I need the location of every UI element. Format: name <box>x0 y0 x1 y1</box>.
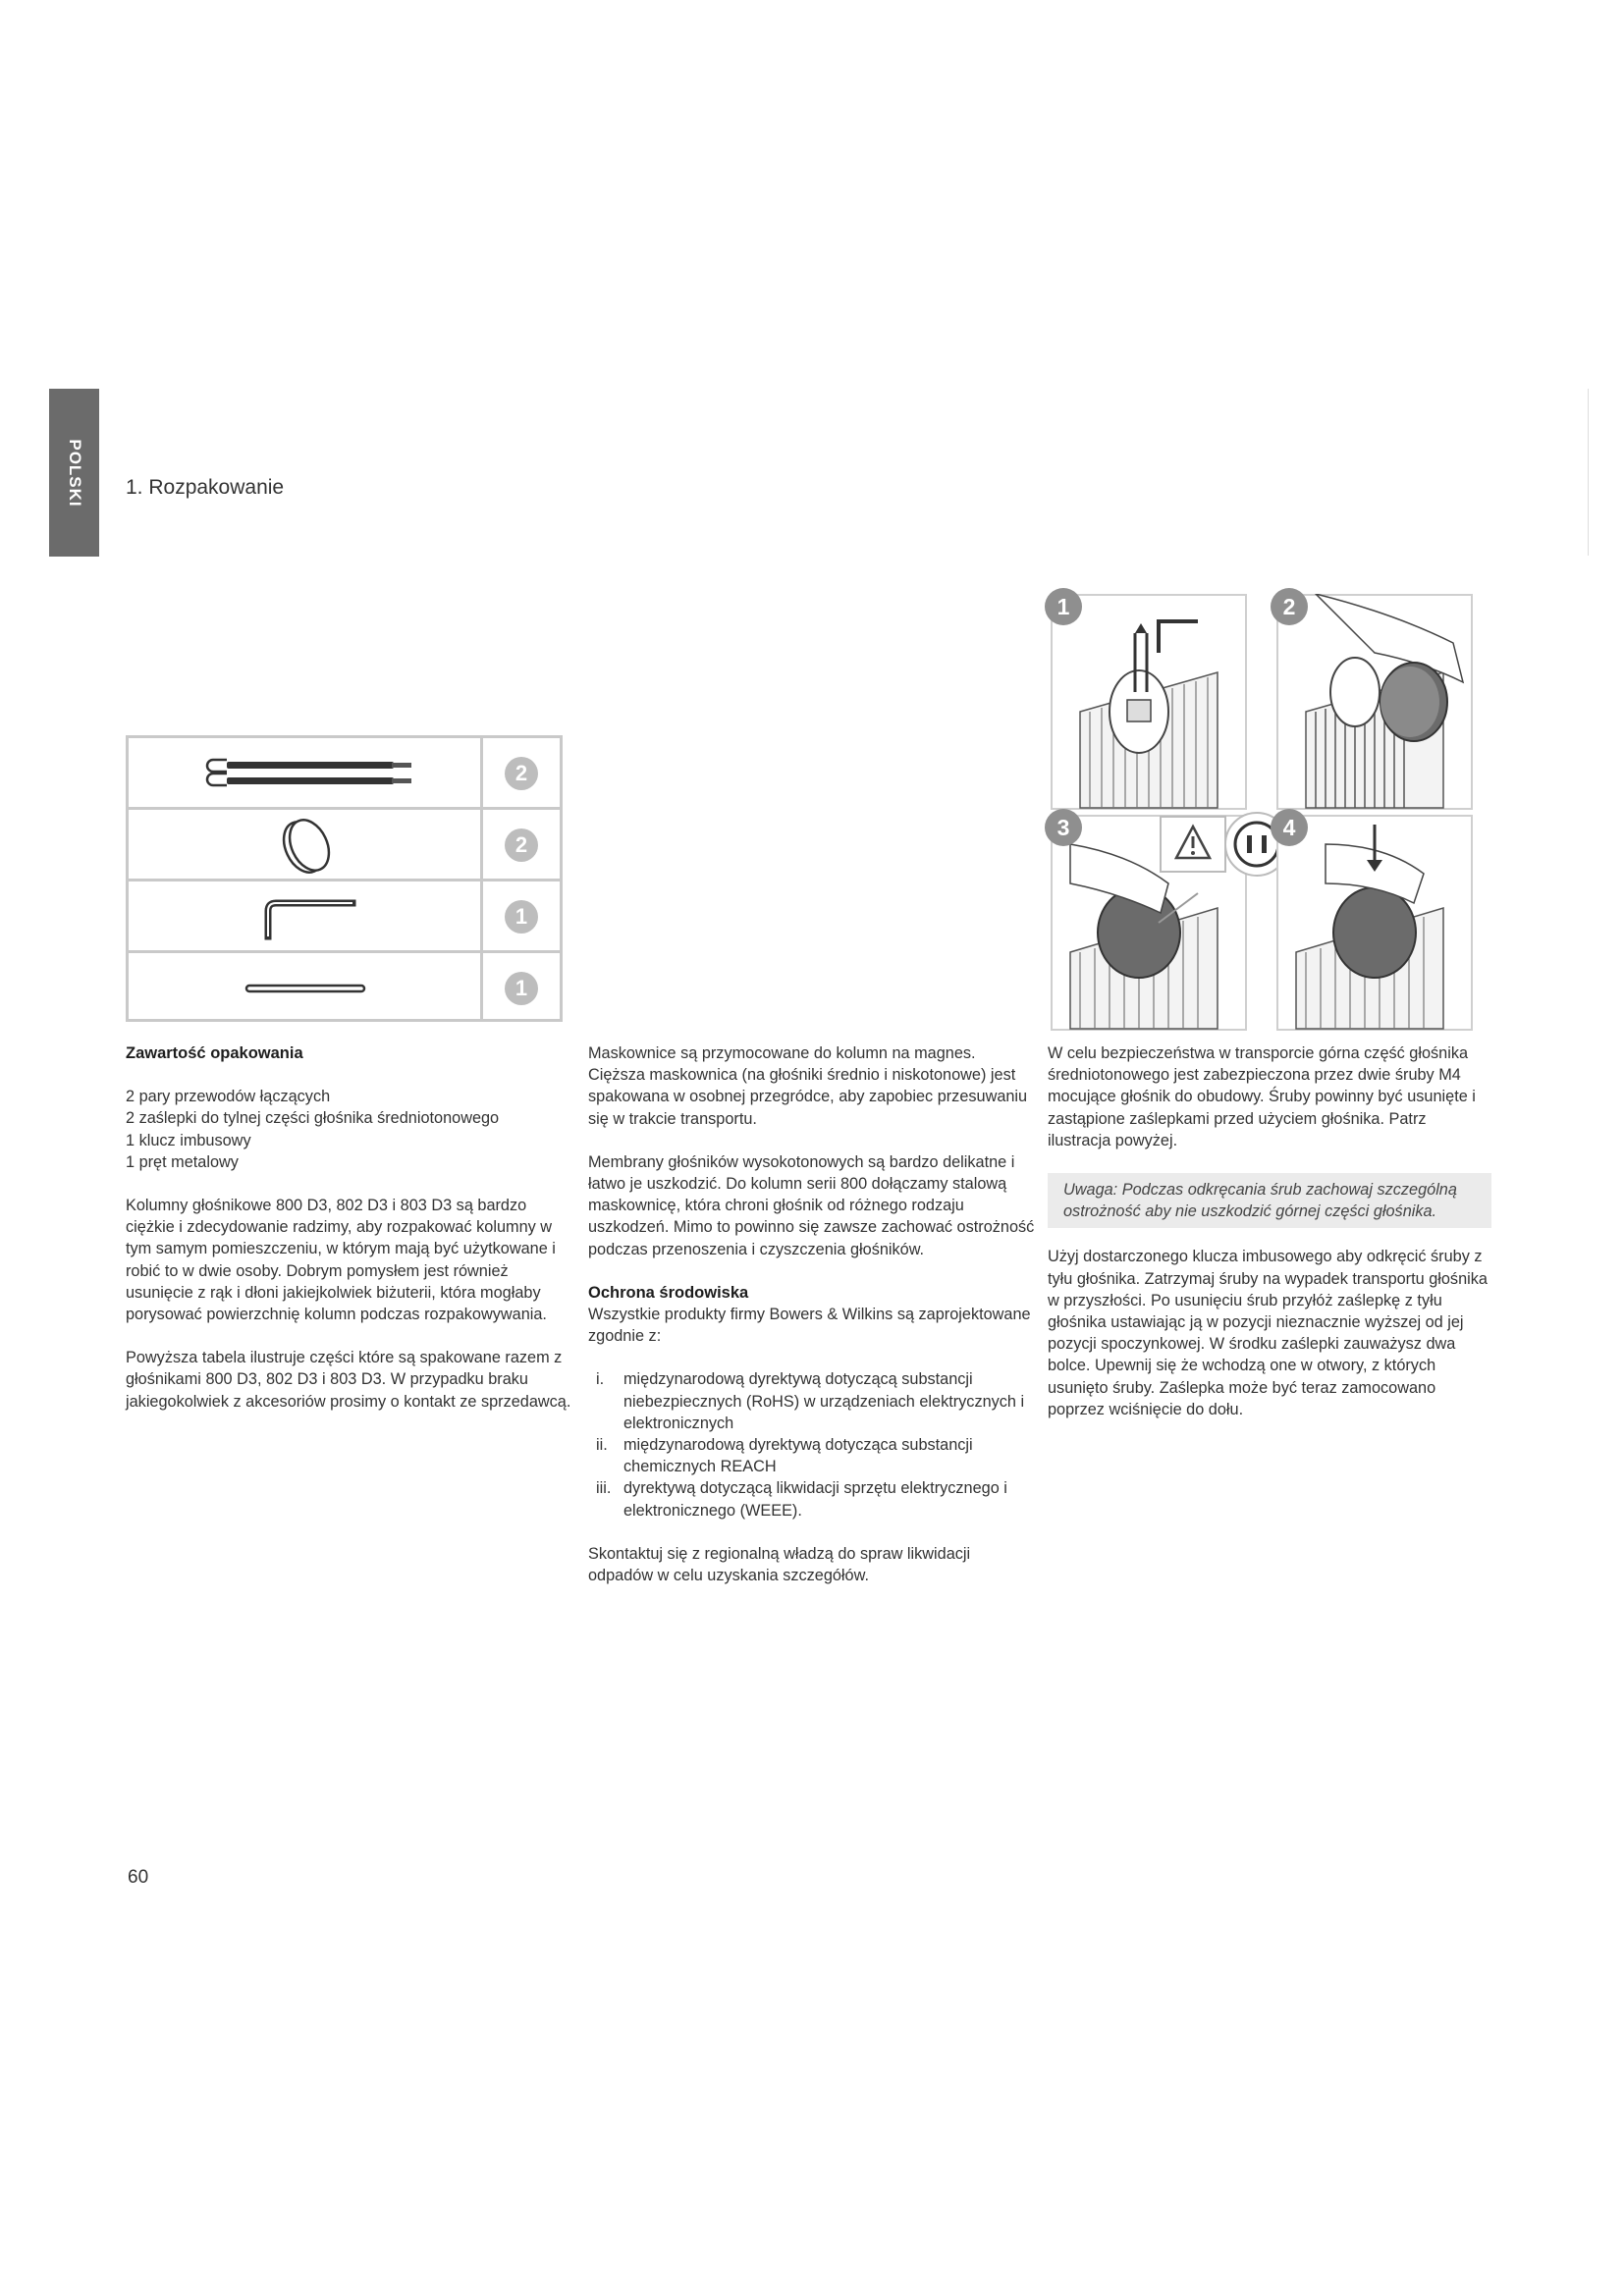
step-illustration <box>1051 815 1247 1031</box>
quantity-cell <box>483 738 560 809</box>
step-number: 3 <box>1045 809 1082 846</box>
blanking-plug-icon <box>129 810 480 881</box>
language-tab <box>49 389 99 557</box>
body-paragraph: Wszystkie produkty firmy Bowers & Wilkins są zaprojektowane zgodnie z: <box>588 1306 1031 1346</box>
quantity-badge: 2 <box>505 828 538 862</box>
body-paragraph: Użyj dostarczonego klucza imbusowego aby odkręcić śruby z tyłu głośnika. Zatrzymaj śruby na wypadek transportu głośnika w przyszłości. Po usunięciu śrub przyłóż zaślepkę z tyłu głośnika ustawiając ją w pozycji nieznacznie wyższej od jej pozycji spoczynkowej. W środku zaślepki zauważysz dwa bolce. Upewnij się że wchodzą one w otwory, z których usunięto śruby. Zaślepka może być teraz zamocowano poprzez wciśnięcie do dołu. <box>1048 1248 1488 1418</box>
list-item: i. międzynarodową dyrektywą dotyczącą substancji niebezpiecznych (RoHS) w urządzeniach elektrycznych i elektronicznych <box>596 1370 1025 1432</box>
quantity-cell <box>483 810 560 881</box>
quantity-badge: 1 <box>505 900 538 934</box>
remove-screws-illustration <box>1051 594 1247 810</box>
metal-rod-icon <box>129 953 480 1024</box>
table-row <box>129 881 560 952</box>
list-item: 2 zaślepki do tylnej części głośnika średniotonowego <box>126 1109 500 1128</box>
step-illustration <box>1276 594 1473 810</box>
step-illustration <box>1051 594 1247 810</box>
package-contents-heading: Zawartość opakowania <box>126 1044 303 1062</box>
table-row <box>129 953 560 1024</box>
package-contents-table <box>126 735 563 1022</box>
body-paragraph: Skontaktuj się z regionalną władzą do spraw likwidacji odpadów w celu uzyskania szczegółów. <box>588 1544 971 1585</box>
column-right <box>1048 1042 1491 1442</box>
margin-rule <box>1588 389 1589 556</box>
position-plug-illustration <box>1276 594 1473 810</box>
quantity-cell <box>483 881 560 952</box>
quantity-cell <box>483 953 560 1024</box>
body-paragraph: Maskownice są przymocowane do kolumn na magnes. Cięższa maskownica (na głośniki średnio i niskotonowe) jest spakowana w osobnej przegródce, aby zapobiec przesuwaniu się w trakcie transportu. <box>588 1044 1028 1128</box>
press-plug-illustration <box>1276 815 1473 1031</box>
list-item: 1 pręt metalowy <box>126 1152 239 1171</box>
column-left <box>126 1042 572 1434</box>
list-item: 1 klucz imbusowy <box>126 1131 251 1149</box>
step-number: 1 <box>1045 588 1082 625</box>
step-number: 4 <box>1271 809 1308 846</box>
warning-triangle-icon <box>1159 815 1227 874</box>
connecting-cables-icon <box>129 738 480 809</box>
page-number: 60 <box>128 1867 149 1888</box>
list-item: 2 pary przewodów łączących <box>126 1088 331 1106</box>
warning-note: Uwaga: Podczas odkręcania śrub zachowaj szczególną ostrożność aby nie uszkodzić górnej części głośnika. <box>1048 1173 1491 1228</box>
list-item: ii. międzynarodową dyrektywą dotycząca substancji chemicznych REACH <box>596 1436 973 1476</box>
hex-key-icon <box>129 881 480 952</box>
step-number: 2 <box>1271 588 1308 625</box>
installation-steps-figure <box>1041 584 1483 1026</box>
body-paragraph: Powyższa tabela ilustruje części które są spakowane razem z głośnikami 800 D3, 802 D3 i 803 D3. W przypadku braku jakiegokolwiek z akcesoriów prosimy o kontakt ze sprzedawcą. <box>126 1349 571 1411</box>
list-item: iii. dyrektywą dotyczącą likwidacji sprzętu elektrycznego i elektronicznego (WEEE). <box>596 1479 1007 1520</box>
body-paragraph: Membrany głośników wysokotonowych są bardzo delikatne i łatwo je uszkodzić. Do kolumn serii 800 dołączamy stalową maskownicę, która chroni głośnik od różnego rodzaju uszkodzeń. Mimo to powinno się zawsze zachować ostrożność podczas przenoszenia i czyszczenia głośników. <box>588 1152 1035 1258</box>
environment-heading: Ochrona środowiska <box>588 1283 749 1302</box>
section-title: 1. Rozpakowanie <box>126 476 285 499</box>
step-illustration <box>1276 815 1473 1031</box>
quantity-badge: 1 <box>505 972 538 1005</box>
language-tab-label: POLSKI <box>65 438 84 507</box>
quantity-badge: 2 <box>505 757 538 790</box>
directive-list <box>588 1368 1035 1521</box>
table-row <box>129 810 560 881</box>
column-middle <box>588 1042 1035 1608</box>
body-paragraph: W celu bezpieczeństwa w transporcie górna część głośnika średniotonowego jest zabezpieczona przez dwie śruby M4 mocujące głośnik do obudowy. Śruby powinny być usunięte i zastąpione zaślepkami przed użyciem głośnika. Patrz ilustracja powyżej. <box>1048 1044 1476 1149</box>
body-paragraph: Kolumny głośnikowe 800 D3, 802 D3 i 803 D3 są bardzo ciężkie i zdecydowanie radzimy, aby rozpakować kolumny w tym samym pomieszczeniu, w którym mają być użytkowane i robić to w dwie osoby. Dobrym pomysłem jest również usunięcie z rąk i dłoni jakiejkolwiek biżuterii, która mogłaby porysować powierzchnię kolumn podczas rozpakowywania. <box>126 1197 556 1324</box>
table-row <box>129 738 560 809</box>
